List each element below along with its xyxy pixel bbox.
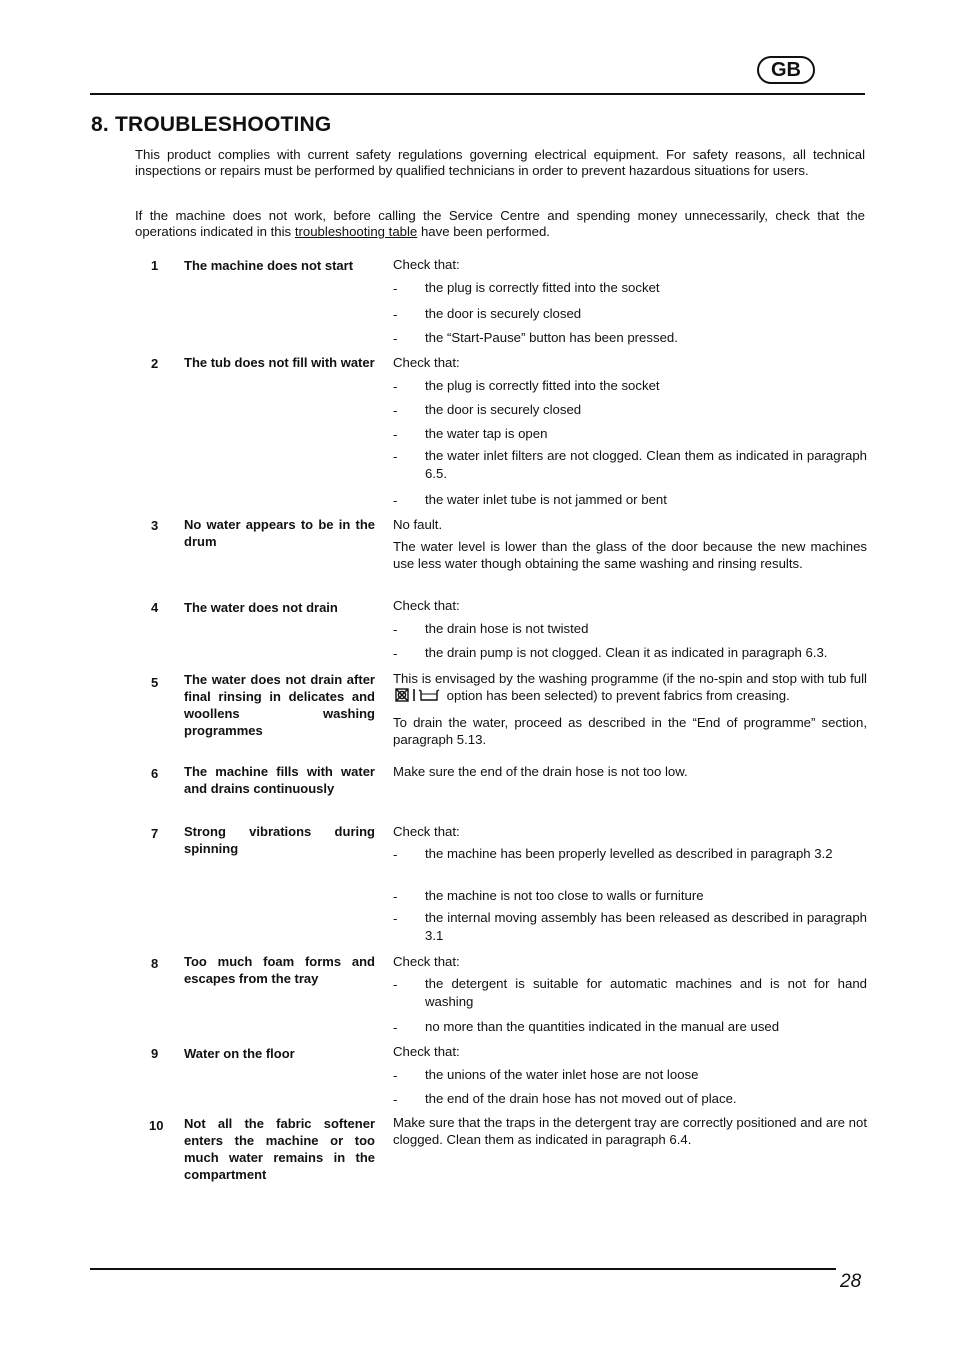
bullet-dash: - bbox=[393, 331, 398, 346]
bullet-dash: - bbox=[393, 427, 398, 442]
check-heading: Check that: bbox=[393, 1044, 460, 1059]
check-item: the machine is not too close to walls or furniture bbox=[425, 888, 704, 903]
check-item: the water tap is open bbox=[425, 426, 548, 441]
check-heading: Check that: bbox=[393, 598, 460, 613]
check-item: the drain hose is not twisted bbox=[425, 621, 589, 636]
bullet-dash: - bbox=[393, 847, 398, 862]
problem-number: 5 bbox=[151, 675, 159, 690]
problem-number: 4 bbox=[151, 600, 159, 615]
check-heading: Check that: bbox=[393, 257, 460, 272]
bullet-dash: - bbox=[393, 379, 398, 394]
check-item: the unions of the water inlet hose are not loose bbox=[425, 1067, 699, 1082]
bullet-dash: - bbox=[393, 977, 398, 992]
bullet-dash: - bbox=[393, 1092, 398, 1107]
problem-number: 9 bbox=[151, 1046, 159, 1061]
troubleshooting-table-link: troubleshooting table bbox=[294, 224, 418, 239]
check-item: the drain pump is not clogged. Clean it as indicated in paragraph 6.3. bbox=[425, 645, 828, 660]
language-badge: GB bbox=[757, 56, 815, 84]
check-heading: Check that: bbox=[393, 355, 460, 370]
check-item: the end of the drain hose has not moved out of place. bbox=[425, 1091, 737, 1106]
check-item: the water inlet filters are not clogged. Clean them as indicated in paragraph 6.5. bbox=[425, 448, 867, 481]
problem-label: Not all the fabric softener enters the machine or too much water remains in the compartment bbox=[184, 1116, 375, 1182]
check-item: the plug is correctly fitted into the socket bbox=[425, 378, 660, 393]
problem-number: 3 bbox=[151, 518, 159, 533]
problem-number: 8 bbox=[151, 956, 159, 971]
check-item: the “Start-Pause” button has been pressed. bbox=[425, 330, 678, 345]
problem-note: This is envisaged by the washing programme (if the no-spin and stop with tub full option has been selected) to prevent fabrics from creasing. bbox=[393, 671, 867, 703]
problem-number: 7 bbox=[151, 826, 159, 841]
intro-paragraph: This product complies with current safety regulations governing electrical equipment. For safety reasons, all technical inspections or repairs must be performed by qualified technicians in order to prevent hazardous situations for users. bbox=[135, 147, 865, 178]
problem-label: The water does not drain bbox=[184, 600, 338, 615]
problem-label: Water on the floor bbox=[184, 1046, 295, 1061]
footer-divider bbox=[90, 1268, 836, 1270]
problem-number: 2 bbox=[151, 356, 159, 371]
bullet-dash: - bbox=[393, 622, 398, 637]
bullet-dash: - bbox=[393, 403, 398, 418]
problem-label: The machine fills with water and drains continuously bbox=[184, 764, 375, 796]
bullet-dash: - bbox=[393, 1020, 398, 1035]
check-item: the detergent is suitable for automatic machines and is not for hand washing bbox=[425, 976, 867, 1009]
bullet-dash: - bbox=[393, 646, 398, 661]
problem-label: The tub does not fill with water bbox=[184, 355, 375, 370]
problem-label: No water appears to be in the drum bbox=[184, 517, 375, 549]
bullet-dash: - bbox=[393, 493, 398, 508]
bullet-dash: - bbox=[393, 449, 398, 464]
bullet-dash: - bbox=[393, 307, 398, 322]
check-heading: No fault. bbox=[393, 517, 443, 532]
problem-number: 1 bbox=[151, 258, 159, 273]
problem-label: Too much foam forms and escapes from the tray bbox=[184, 954, 375, 986]
problem-note: To drain the water, proceed as described in the “End of programme” section, paragraph 5.13. bbox=[393, 715, 867, 747]
problem-number: 10 bbox=[149, 1118, 164, 1133]
intro-paragraph-2: If the machine does not work, before calling the Service Centre and spending money unnecessarily, check that the operations indicated in this troubleshooting table have been performed. bbox=[135, 208, 865, 239]
bullet-dash: - bbox=[393, 1068, 398, 1083]
page-number: 28 bbox=[840, 1271, 862, 1292]
no-spin-tub-full-icon bbox=[395, 688, 441, 702]
check-item: the plug is correctly fitted into the socket bbox=[425, 280, 660, 295]
check-item: the internal moving assembly has been released as described in paragraph 3.1 bbox=[425, 910, 867, 943]
bullet-dash: - bbox=[393, 281, 398, 296]
check-item: no more than the quantities indicated in the manual are used bbox=[425, 1019, 780, 1034]
problem-number: 6 bbox=[151, 766, 159, 781]
check-item: the door is securely closed bbox=[425, 402, 582, 417]
check-heading: Check that: bbox=[393, 954, 460, 969]
problem-label: The water does not drain after final rinsing in delicates and woollens washing programmes bbox=[184, 672, 375, 738]
bullet-dash: - bbox=[393, 911, 398, 926]
check-item: the water inlet tube is not jammed or bent bbox=[425, 492, 667, 507]
problem-note: The water level is lower than the glass of the door because the new machines use less water though obtaining the same washing and rinsing results. bbox=[393, 539, 867, 571]
bullet-dash: - bbox=[393, 889, 398, 904]
problem-label: Strong vibrations during spinning bbox=[184, 824, 375, 856]
check-item: the machine has been properly levelled as described in paragraph 3.2 bbox=[425, 846, 833, 861]
problem-note: Make sure that the traps in the detergent tray are correctly positioned and are not clogged. Clean them as indicated in paragraph 6.4. bbox=[393, 1115, 867, 1147]
section-title: 8. TROUBLESHOOTING bbox=[91, 113, 332, 136]
problem-label: The machine does not start bbox=[184, 258, 354, 273]
problem-note: Make sure the end of the drain hose is not too low. bbox=[393, 764, 688, 779]
header-divider bbox=[90, 93, 865, 95]
check-heading: Check that: bbox=[393, 824, 460, 839]
check-item: the door is securely closed bbox=[425, 306, 582, 321]
